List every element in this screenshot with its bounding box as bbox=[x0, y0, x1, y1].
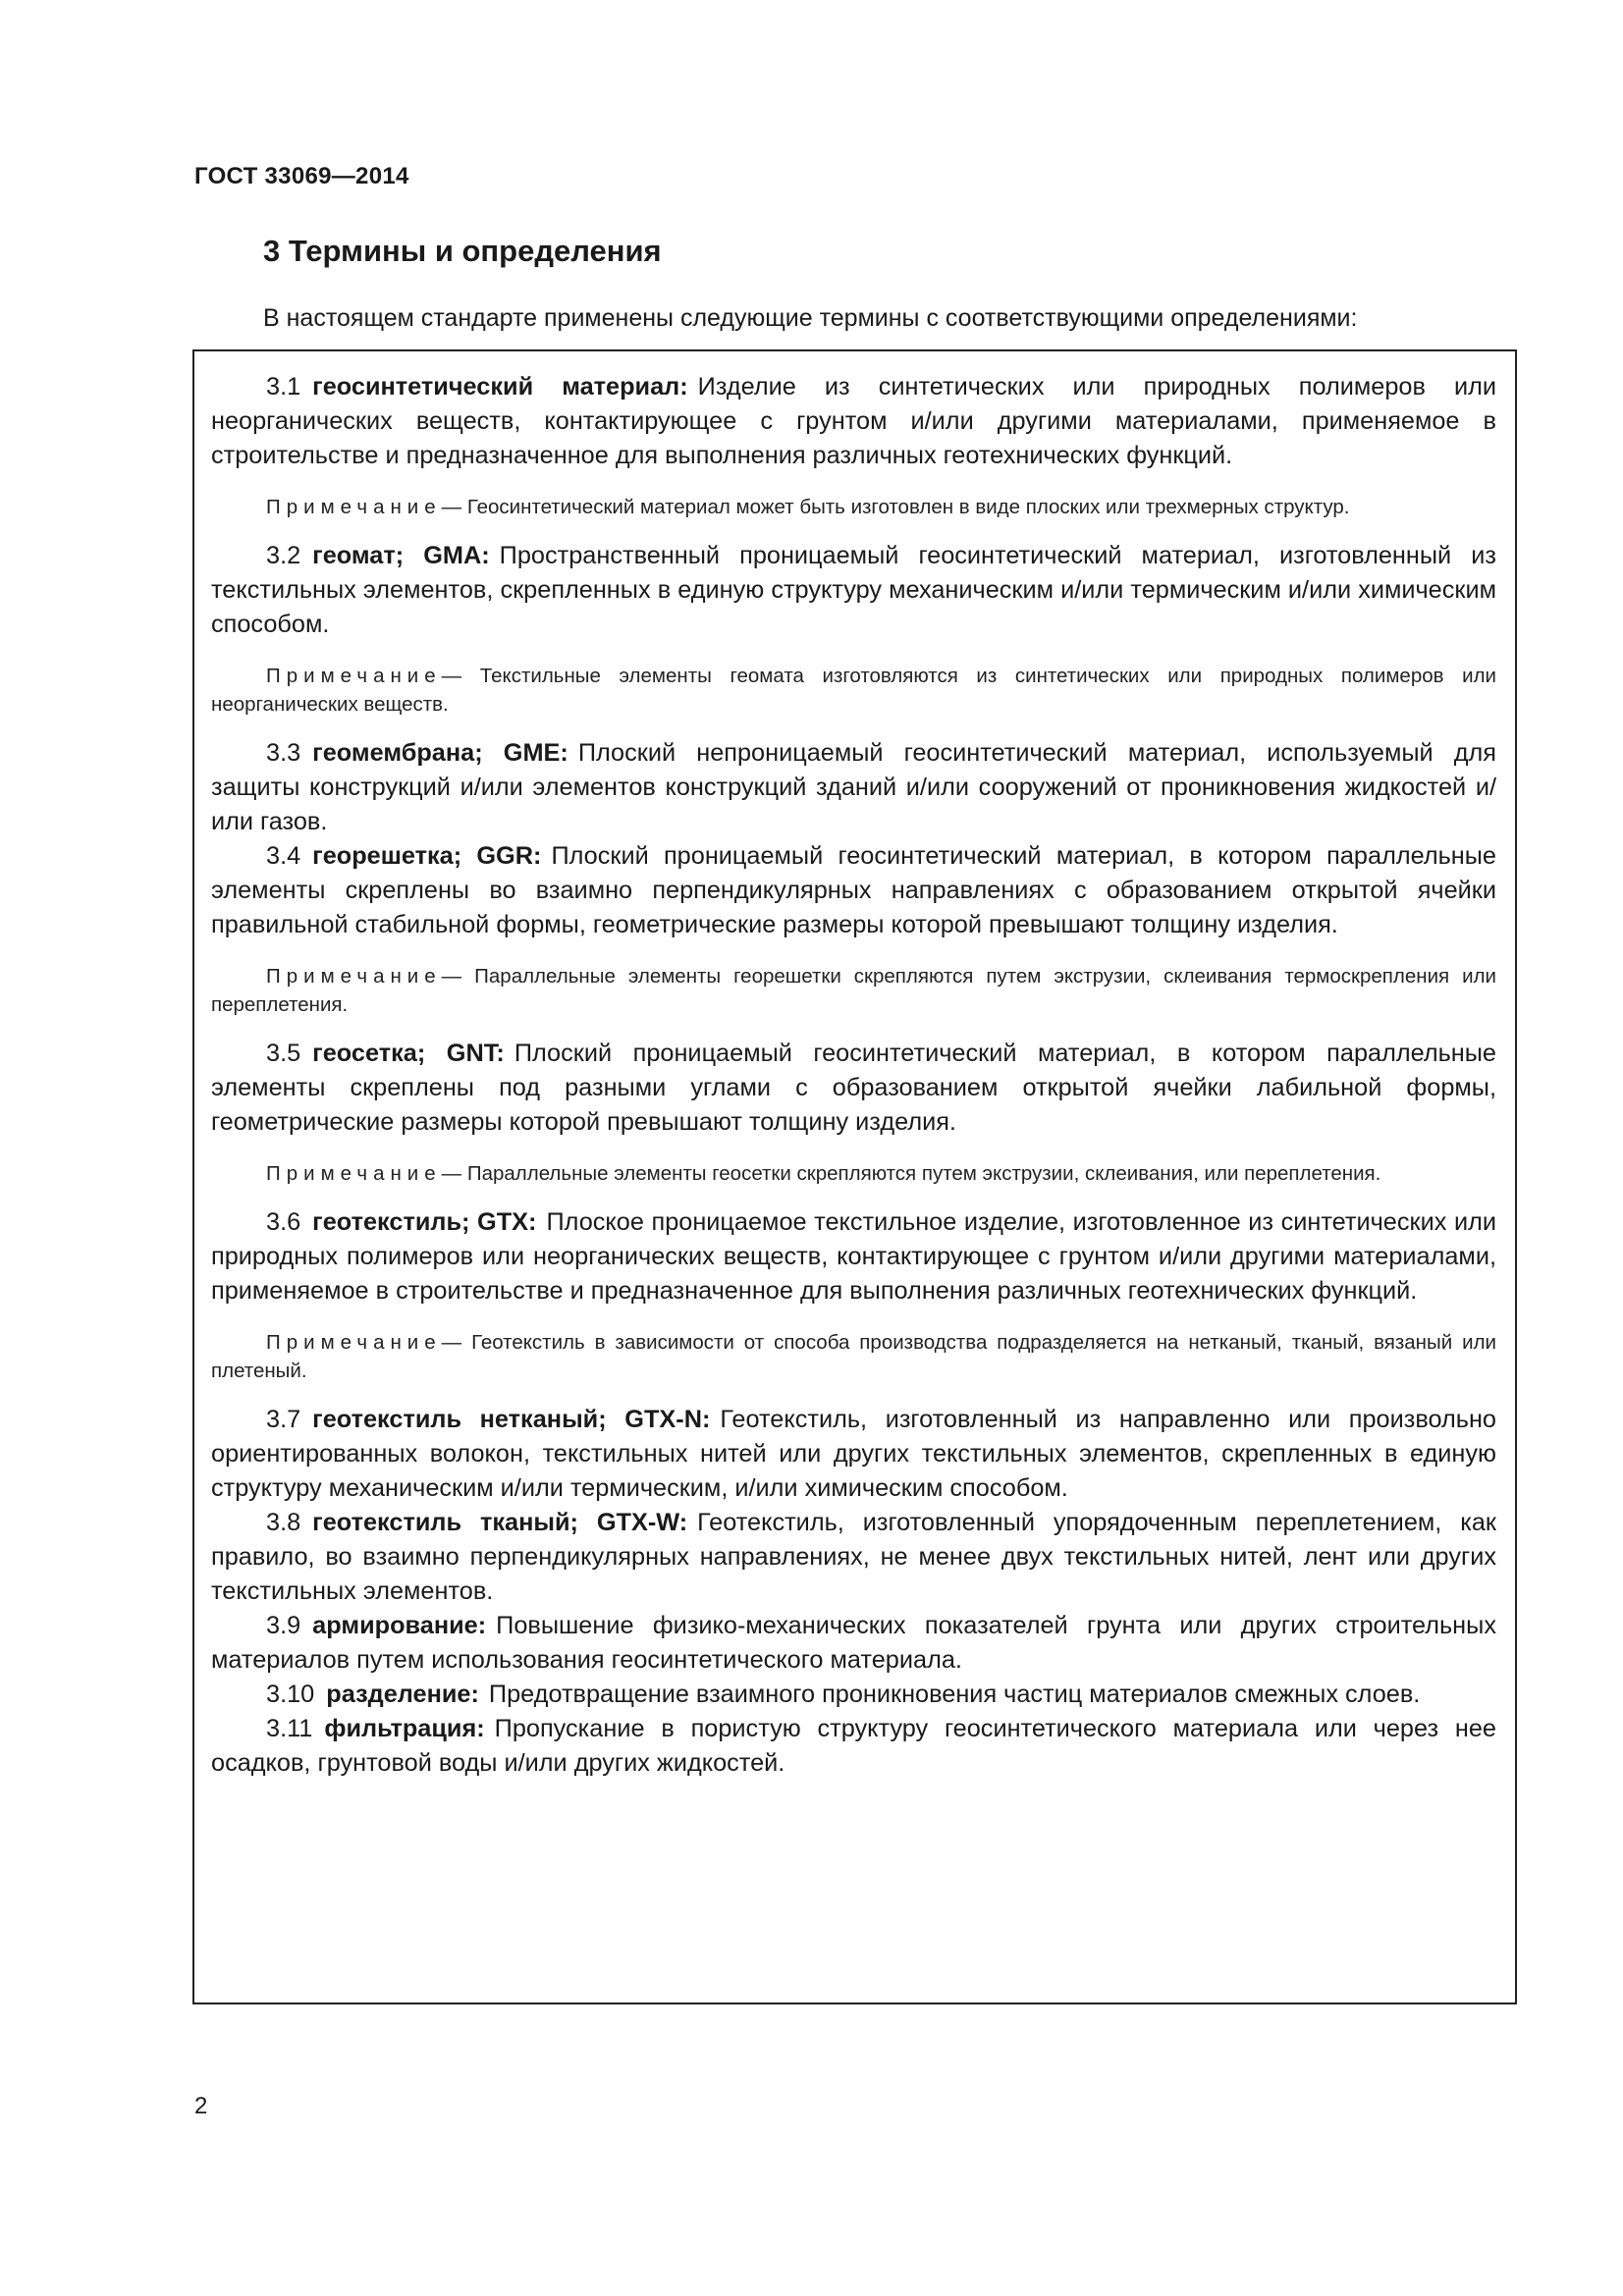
term-3-10 bbox=[211, 1678, 1496, 1712]
term-definition: Повышение физико-механических показателей грунта или других строительных материалов путем использования геосинтетического материала. bbox=[211, 1612, 1496, 1674]
note-label: Примечание bbox=[266, 1331, 442, 1354]
term-number: 3.10 bbox=[266, 1681, 315, 1708]
term-3-6 bbox=[211, 1205, 1496, 1308]
term-3-11 bbox=[211, 1712, 1496, 1781]
term-name: геосетка; GNT: bbox=[312, 1040, 505, 1067]
note-text: — Параллельные элементы георешетки скрепляются путем экструзии, склеивания термоскрепления или переплетения. bbox=[211, 965, 1496, 1016]
note-text: — Текстильные элементы геомата изготовляются из синтетических или природных полимеров или неорганических веществ. bbox=[211, 665, 1496, 716]
term-definition: Пространственный проницаемый геосинтетический материал, изготовленный из текстильных элементов, скрепленных в единую структуру механическим и/или термическим и/или химическим способом. bbox=[211, 542, 1496, 638]
note-text: — Геотекстиль в зависимости от способа производства подразделяется на нетканый, тканый, вязаный или плетеный. bbox=[211, 1331, 1496, 1382]
term-3-4 bbox=[211, 839, 1496, 942]
term-3-7 bbox=[211, 1403, 1496, 1506]
term-definition: Изделие из синтетических или природных полимеров или неорганических веществ, контактирующее с грунтом и/или другими материалами, применяемое в строительстве и предназначенное для выполнения различных геотехнических функций. bbox=[211, 373, 1496, 469]
term-name: геотекстиль тканый; GTX-W: bbox=[312, 1509, 688, 1536]
term-number: 3.8 bbox=[266, 1509, 301, 1536]
term-definition: Плоское проницаемое текстильное изделие, изготовленное из синтетических или природных полимеров или неорганических веществ, контактирующее с грунтом и/или другими материалами, применяемое в строительстве и предназначенное для выполнения различных геотехнических функций. bbox=[211, 1208, 1496, 1305]
term-number: 3.4 bbox=[266, 842, 301, 870]
term-number: 3.2 bbox=[266, 542, 301, 569]
term-3-9 bbox=[211, 1609, 1496, 1678]
term-3-8 bbox=[211, 1506, 1496, 1609]
note-text: — Геосинтетический материал может быть изготовлен в виде плоских или трехмерных структур. bbox=[441, 496, 1350, 518]
term-note-3-2 bbox=[211, 662, 1496, 719]
term-note-3-5 bbox=[211, 1159, 1496, 1188]
term-name: геомат; GMA: bbox=[312, 542, 490, 569]
term-note-3-6 bbox=[211, 1328, 1496, 1385]
term-3-2 bbox=[211, 539, 1496, 642]
note-text: — Параллельные элементы геосетки скрепляются путем экструзии, склеивания, или переплетения. bbox=[441, 1162, 1381, 1185]
term-number: 3.3 bbox=[266, 739, 301, 767]
note-label: Примечание bbox=[266, 496, 442, 518]
term-definition: Плоский проницаемый геосинтетический материал, в котором параллельные элементы скреплены во взаимно перпендикулярных направлениях с образованием открытой ячейки правильной стабильной формы, геометрические размеры которой превышают толщину изделия. bbox=[211, 842, 1496, 938]
term-number: 3.1 bbox=[266, 373, 301, 400]
note-label: Примечание bbox=[266, 1162, 442, 1185]
term-number: 3.5 bbox=[266, 1040, 301, 1067]
page-number: 2 bbox=[194, 2093, 208, 2119]
term-number: 3.7 bbox=[266, 1406, 301, 1433]
terms-box bbox=[192, 349, 1517, 2004]
term-3-5 bbox=[211, 1037, 1496, 1140]
term-definition: Плоский непроницаемый геосинтетический материал, используемый для защиты конструкций и/или элементов конструкций зданий и/или сооружений от проникновения жидкостей и/или газов. bbox=[211, 739, 1496, 835]
term-number: 3.6 bbox=[266, 1208, 301, 1236]
term-definition: Геотекстиль, изготовленный из направленно или произвольно ориентированных волокон, текстильных нитей или других текстильных элементов, скрепленных в единую структуру механическим и/или термическим, и/или химическим способом. bbox=[211, 1406, 1496, 1502]
term-name: геомембрана; GME: bbox=[312, 739, 568, 767]
term-definition: Геотекстиль, изготовленный упорядоченным переплетением, как правило, во взаимно перпендикулярных направлениях, не менее двух текстильных нитей, лент или других текстильных элементов. bbox=[211, 1509, 1496, 1605]
term-name: фильтрация: bbox=[324, 1715, 485, 1742]
term-name: разделение: bbox=[326, 1681, 479, 1708]
term-number: 3.9 bbox=[266, 1612, 301, 1639]
section-title: 3 Термины и определения bbox=[263, 234, 662, 268]
note-label: Примечание bbox=[266, 965, 442, 988]
term-name: геотекстиль нетканый; GTX-N: bbox=[312, 1406, 711, 1433]
term-name: армирование: bbox=[312, 1612, 487, 1639]
document-header: ГОСТ 33069—2014 bbox=[194, 163, 409, 189]
term-name: геотекстиль; GTX: bbox=[312, 1208, 537, 1236]
term-3-3 bbox=[211, 736, 1496, 839]
note-label: Примечание bbox=[266, 665, 442, 687]
term-note-3-1 bbox=[211, 493, 1496, 521]
term-name: геосинтетический материал: bbox=[312, 373, 688, 400]
term-name: георешетка; GGR: bbox=[312, 842, 542, 870]
term-note-3-4 bbox=[211, 962, 1496, 1019]
term-3-1 bbox=[211, 370, 1496, 473]
term-number: 3.11 bbox=[266, 1715, 313, 1742]
section-intro: В настоящем стандарте применены следующие термины с соответствующими определениями: bbox=[263, 304, 1358, 332]
term-definition: Предотвращение взаимного проникновения частиц материалов смежных слоев. bbox=[488, 1681, 1421, 1708]
term-definition: Пропускание в пористую структуру геосинтетического материала или через нее осадков, грунтовой воды и/или других жидкостей. bbox=[211, 1715, 1496, 1777]
term-definition: Плоский проницаемый геосинтетический материал, в котором параллельные элементы скреплены под разными углами с образованием открытой ячейки лабильной формы, геометрические размеры которой превышают толщину изделия. bbox=[211, 1040, 1496, 1136]
